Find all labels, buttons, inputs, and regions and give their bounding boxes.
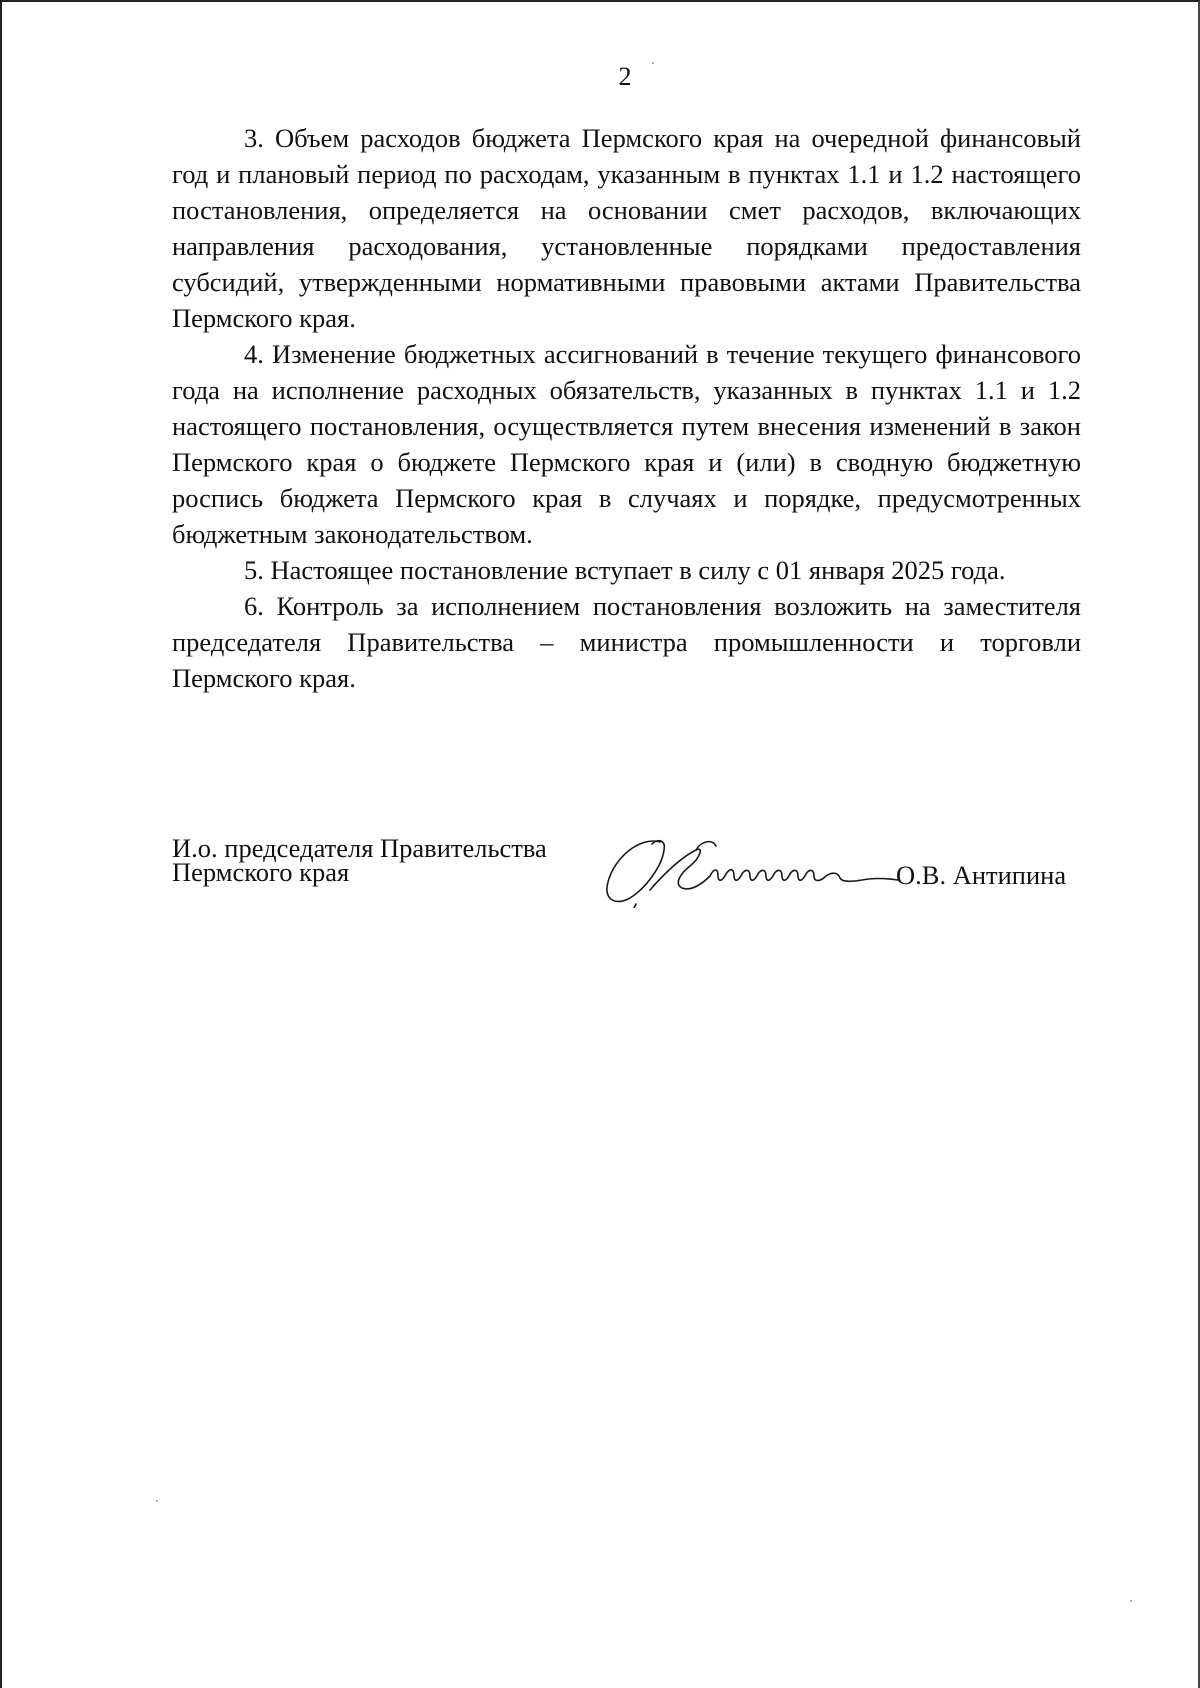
- page-number: 2: [618, 62, 632, 91]
- handwritten-signature: [600, 832, 900, 908]
- scan-speck: [1130, 1600, 1132, 1602]
- signatory-title-line2: Пермского края: [172, 857, 350, 887]
- paragraph-4: 4. Изменение бюджетных ассигнований в течение текущего финансового года на исполнение расходных обязательств, указанных в пунктах 1.1 и 1.2 настоящего постановления, осуществляется путем внесения изменений в закон Пермского края о бюджете Пермского края и (или) в сводную бюджетную роспись бюджета Пермского края в случаях и порядке, предусмотренных бюджетным законодательством.: [172, 339, 1081, 549]
- scan-speck: [156, 1500, 158, 1502]
- scan-speck: [652, 62, 654, 64]
- document-body: [172, 120, 1081, 696]
- signatory-title-line1: И.о. председателя Правительства: [172, 833, 547, 863]
- paragraph-6: 6. Контроль за исполнением постановления возложить на заместителя председателя Правительства – министра промышленности и торговли Пермского края.: [172, 591, 1081, 693]
- paragraph-5: 5. Настоящее постановление вступает в силу с 01 января 2025 года.: [244, 555, 1006, 585]
- paragraph-3: 3. Объем расходов бюджета Пермского края на очередной финансовый год и плановый период по расходам, указанным в пунктах 1.1 и 1.2 настоящего постановления, определяется на основании смет расходов, включающих направления расходования, установленные порядками предоставления субсидий, утвержденными нормативными правовыми актами Правительства Пермского края.: [172, 123, 1081, 333]
- signatory-title: [172, 833, 547, 887]
- signatory-name: О.В. Антипина: [896, 860, 1067, 890]
